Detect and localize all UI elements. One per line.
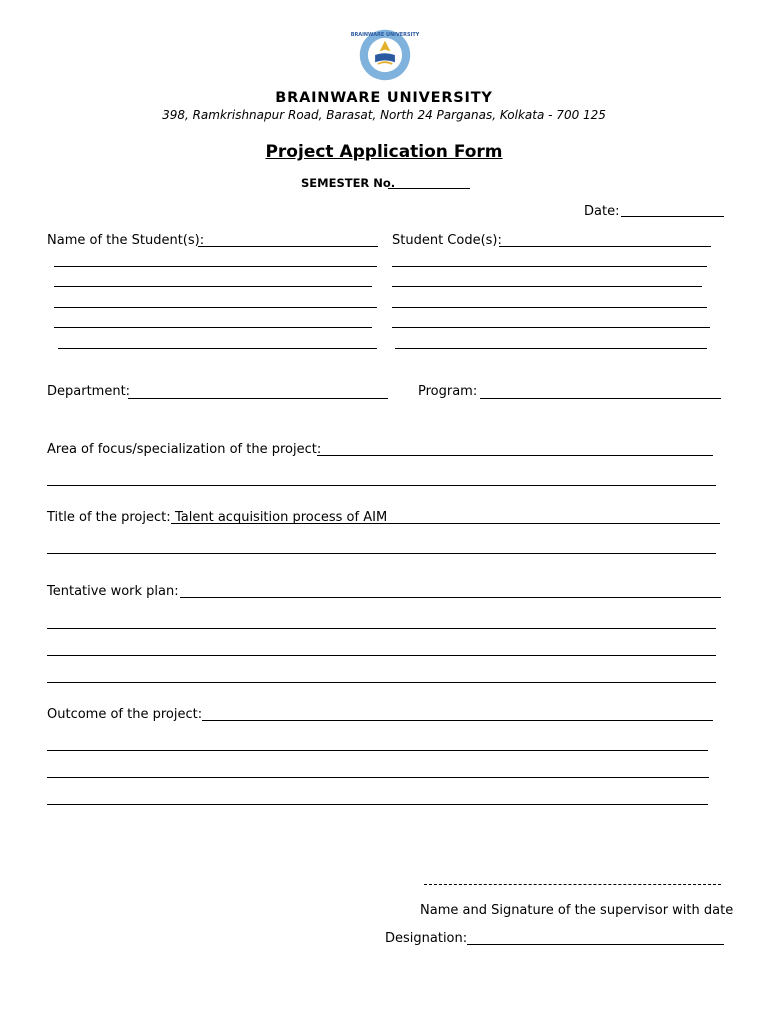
- student-name-field-6[interactable]: [58, 348, 377, 349]
- student-names-label: Name of the Student(s):: [47, 233, 205, 248]
- outcome-field-1[interactable]: [202, 720, 713, 721]
- student-codes-label: Student Code(s):: [392, 233, 502, 248]
- designation-label: Designation:: [385, 931, 468, 946]
- area-of-focus-field-2[interactable]: [47, 485, 716, 486]
- form-title: Project Application Form: [265, 142, 503, 162]
- title-value: Talent acquisition process of AIM: [175, 510, 388, 525]
- outcome-field-3[interactable]: [47, 777, 709, 778]
- outcome-field-4[interactable]: [47, 804, 708, 805]
- area-of-focus-field-1[interactable]: [317, 455, 713, 456]
- student-name-field-2[interactable]: [54, 266, 377, 267]
- student-code-field-4[interactable]: [392, 307, 707, 308]
- student-name-field-5[interactable]: [54, 327, 372, 328]
- outcome-label: Outcome of the project:: [47, 707, 203, 722]
- department-label: Department:: [47, 384, 131, 399]
- title-field-1[interactable]: [171, 523, 720, 524]
- outcome-field-2[interactable]: [47, 750, 708, 751]
- work-plan-field-4[interactable]: [47, 682, 716, 683]
- work-plan-field-2[interactable]: [47, 628, 716, 629]
- work-plan-label: Tentative work plan:: [47, 584, 179, 599]
- logo-text: BRAINWARE UNIVERSITY: [350, 32, 420, 39]
- student-code-field-3[interactable]: [392, 286, 702, 287]
- student-name-field-1[interactable]: [198, 246, 378, 247]
- title-label: Title of the project:: [47, 510, 171, 525]
- supervisor-signature-field[interactable]: [424, 884, 721, 885]
- supervisor-signature-label: Name and Signature of the supervisor with date: [420, 903, 734, 918]
- student-code-field-1[interactable]: [499, 246, 711, 247]
- work-plan-field-3[interactable]: [47, 655, 716, 656]
- university-address: 398, Ramkrishnapur Road, Barasat, North 24 Parganas, Kolkata - 700 125: [162, 108, 606, 122]
- area-of-focus-label: Area of focus/specialization of the project:: [47, 442, 322, 457]
- date-label: Date:: [584, 204, 620, 219]
- student-name-field-3[interactable]: [54, 286, 372, 287]
- student-code-field-6[interactable]: [395, 348, 707, 349]
- program-label: Program:: [418, 384, 478, 399]
- program-field[interactable]: [480, 398, 721, 399]
- date-field[interactable]: [621, 216, 724, 217]
- department-field[interactable]: [128, 398, 388, 399]
- student-code-field-5[interactable]: [392, 327, 710, 328]
- brainware-university-logo: [350, 28, 420, 82]
- work-plan-field-1[interactable]: [180, 597, 721, 598]
- student-code-field-2[interactable]: [392, 266, 707, 267]
- designation-field[interactable]: [467, 944, 724, 945]
- title-field-2[interactable]: [47, 553, 716, 554]
- semester-field[interactable]: [388, 188, 470, 189]
- student-name-field-4[interactable]: [54, 307, 377, 308]
- university-name: BRAINWARE UNIVERSITY: [275, 90, 493, 106]
- semester-label: SEMESTER No.: [301, 176, 396, 190]
